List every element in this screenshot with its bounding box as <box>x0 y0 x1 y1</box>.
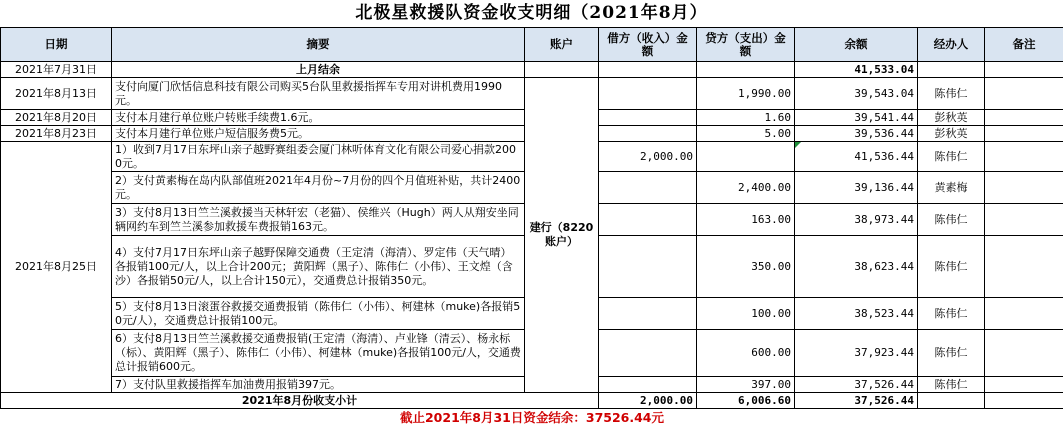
cell-credit[interactable]: 1,990.00 <box>697 78 795 110</box>
header-debit[interactable]: 借方（收入）金额 <box>599 28 697 62</box>
subtotal-debit[interactable]: 2,000.00 <box>599 393 697 409</box>
cell-balance[interactable]: 38,973.44 <box>795 204 918 236</box>
header-balance[interactable]: 余额 <box>795 28 918 62</box>
cell-date[interactable]: 2021年8月23日 <box>1 126 112 142</box>
cell-debit[interactable] <box>599 126 697 142</box>
cell-summary[interactable]: 支付本月建行单位账户短信服务费5元。 <box>112 126 525 142</box>
cell-remark[interactable] <box>985 204 1063 236</box>
cell-summary[interactable]: 2）支付黄素梅在岛内队部值班2021年4月份~7月份的四个月值班补贴，共计2400元。 <box>112 172 525 204</box>
cell-account[interactable] <box>525 62 599 78</box>
cell-remark[interactable] <box>985 142 1063 172</box>
cell-handler[interactable] <box>918 393 985 409</box>
cell-remark[interactable] <box>985 172 1063 204</box>
cell-summary[interactable]: 上月结余 <box>112 62 525 78</box>
cell-debit[interactable] <box>599 298 697 330</box>
opening-row <box>1 62 1063 78</box>
header-summary[interactable]: 摘要 <box>112 28 525 62</box>
cell-remark[interactable] <box>985 298 1063 330</box>
cell-handler[interactable] <box>918 62 985 78</box>
subtotal-credit[interactable]: 6,006.60 <box>697 393 795 409</box>
cell-balance[interactable]: 37,526.44 <box>795 377 918 393</box>
subtotal-row <box>1 393 1063 409</box>
cell-remark[interactable] <box>985 110 1063 126</box>
cell-handler[interactable]: 彭秋英 <box>918 126 985 142</box>
cell-handler[interactable]: 陈伟仁 <box>918 236 985 298</box>
cell-credit[interactable]: 2,400.00 <box>697 172 795 204</box>
cell-credit[interactable]: 600.00 <box>697 330 795 377</box>
cell-date[interactable]: 2021年8月20日 <box>1 110 112 126</box>
cell-summary[interactable]: 7）支付队里救援指挥车加油费用报销397元。 <box>112 377 525 393</box>
cell-handler[interactable]: 陈伟仁 <box>918 204 985 236</box>
cell-balance[interactable]: 41,536.44 <box>795 142 918 172</box>
table-row <box>1 78 1063 110</box>
cell-credit[interactable]: 1.60 <box>697 110 795 126</box>
cell-debit[interactable] <box>599 110 697 126</box>
cell-balance[interactable]: 39,543.04 <box>795 78 918 110</box>
cell-handler[interactable]: 陈伟仁 <box>918 78 985 110</box>
cell-account[interactable]: 建行（8220账户） <box>525 78 599 393</box>
cell-balance[interactable]: 38,523.44 <box>795 298 918 330</box>
cell-summary[interactable]: 1）收到7月17日东坪山亲子越野赛组委会厦门林听体育文化有限公司爱心捐款2000元。 <box>112 142 525 172</box>
cell-debit[interactable] <box>599 172 697 204</box>
cell-handler[interactable]: 陈伟仁 <box>918 298 985 330</box>
subtotal-balance[interactable]: 37,526.44 <box>795 393 918 409</box>
cell-credit[interactable] <box>697 142 795 172</box>
cell-summary[interactable]: 支付本月建行单位账户转账手续费1.6元。 <box>112 110 525 126</box>
cell-date[interactable]: 2021年8月13日 <box>1 78 112 110</box>
header-account[interactable]: 账户 <box>525 28 599 62</box>
cell-remark[interactable] <box>985 330 1063 377</box>
cell-remark[interactable] <box>985 377 1063 393</box>
cell-balance[interactable]: 39,536.44 <box>795 126 918 142</box>
cell-debit[interactable] <box>599 78 697 110</box>
header-remark[interactable]: 备注 <box>985 28 1063 62</box>
cell-summary[interactable]: 4）支付7月17日东坪山亲子越野保障交通费（王定清（海清）、罗定伟（天气晴）各报销100元/人，以上合计200元；黄阳辉（黑子）、陈伟仁（小伟）、王文煌（含沙）各报销50元/人，以上合计150元），交通费总计报销350元。 <box>112 236 525 298</box>
ledger-table <box>0 27 1063 427</box>
cell-handler[interactable]: 黄素梅 <box>918 172 985 204</box>
cell-credit[interactable]: 163.00 <box>697 204 795 236</box>
cell-balance[interactable]: 37,923.44 <box>795 330 918 377</box>
cell-balance[interactable]: 39,136.44 <box>795 172 918 204</box>
cell-credit[interactable] <box>697 62 795 78</box>
footer-row <box>1 409 1063 428</box>
cell-summary[interactable]: 6）支付8月13日竺兰溪救援交通费报销(王定清（海清）、卢业锋（清云）、杨永标（标）、黄阳辉（黑子）、陈伟仁（小伟）、柯建林（muke)各报销100元/人，交通费总计报销600元。 <box>112 330 525 377</box>
cell-handler[interactable]: 彭秋英 <box>918 110 985 126</box>
cell-debit[interactable] <box>599 204 697 236</box>
cell-credit[interactable]: 100.00 <box>697 298 795 330</box>
cell-credit[interactable]: 350.00 <box>697 236 795 298</box>
cell-summary[interactable]: 3）支付8月13日竺兰溪救援当天林轩宏（老猫）、侯维兴（Hugh）两人从翔安坐同辆网约车到竺兰溪参加救援车费报销163元。 <box>112 204 525 236</box>
closing-balance-note[interactable]: 截止2021年8月31日资金结余：37526.44元 <box>399 410 664 425</box>
cell-date[interactable]: 2021年8月25日 <box>1 142 112 393</box>
cell-debit[interactable] <box>599 62 697 78</box>
cell-handler[interactable]: 陈伟仁 <box>918 330 985 377</box>
cell-handler[interactable]: 陈伟仁 <box>918 142 985 172</box>
cell-date[interactable]: 2021年7月31日 <box>1 62 112 78</box>
cell-debit[interactable] <box>599 377 697 393</box>
cell-balance[interactable]: 39,541.44 <box>795 110 918 126</box>
cell-debit[interactable] <box>599 236 697 298</box>
cell-debit[interactable] <box>599 330 697 377</box>
cell-balance[interactable]: 41,533.04 <box>795 62 918 78</box>
cell-summary[interactable]: 5）支付8月13日滚蛋谷救援交通费报销（陈伟仁（小伟）、柯建林（muke)各报销50元/人），交通费总计报销100元。 <box>112 298 525 330</box>
cell-remark[interactable] <box>985 236 1063 298</box>
header-handler[interactable]: 经办人 <box>918 28 985 62</box>
cell-summary[interactable]: 支付向厦门欣恬信息科技有限公司购买5台队里救援指挥车专用对讲机费用1990元。 <box>112 78 525 110</box>
header-credit[interactable]: 贷方（支出）金额 <box>697 28 795 62</box>
cell-remark[interactable] <box>985 78 1063 110</box>
cell-handler[interactable]: 陈伟仁 <box>918 377 985 393</box>
header-row <box>1 28 1063 62</box>
cell-remark[interactable] <box>985 62 1063 78</box>
cell-debit[interactable]: 2,000.00 <box>599 142 697 172</box>
cell-credit[interactable]: 5.00 <box>697 126 795 142</box>
cell-remark[interactable] <box>985 393 1063 409</box>
cell-remark[interactable] <box>985 126 1063 142</box>
cell-credit[interactable]: 397.00 <box>697 377 795 393</box>
header-date[interactable]: 日期 <box>1 28 112 62</box>
cell-balance[interactable]: 38,623.44 <box>795 236 918 298</box>
sheet-title: 北极星救援队资金收支明细（2021年8月） <box>355 3 708 23</box>
subtotal-label[interactable]: 2021年8月份收支小计 <box>1 393 599 409</box>
